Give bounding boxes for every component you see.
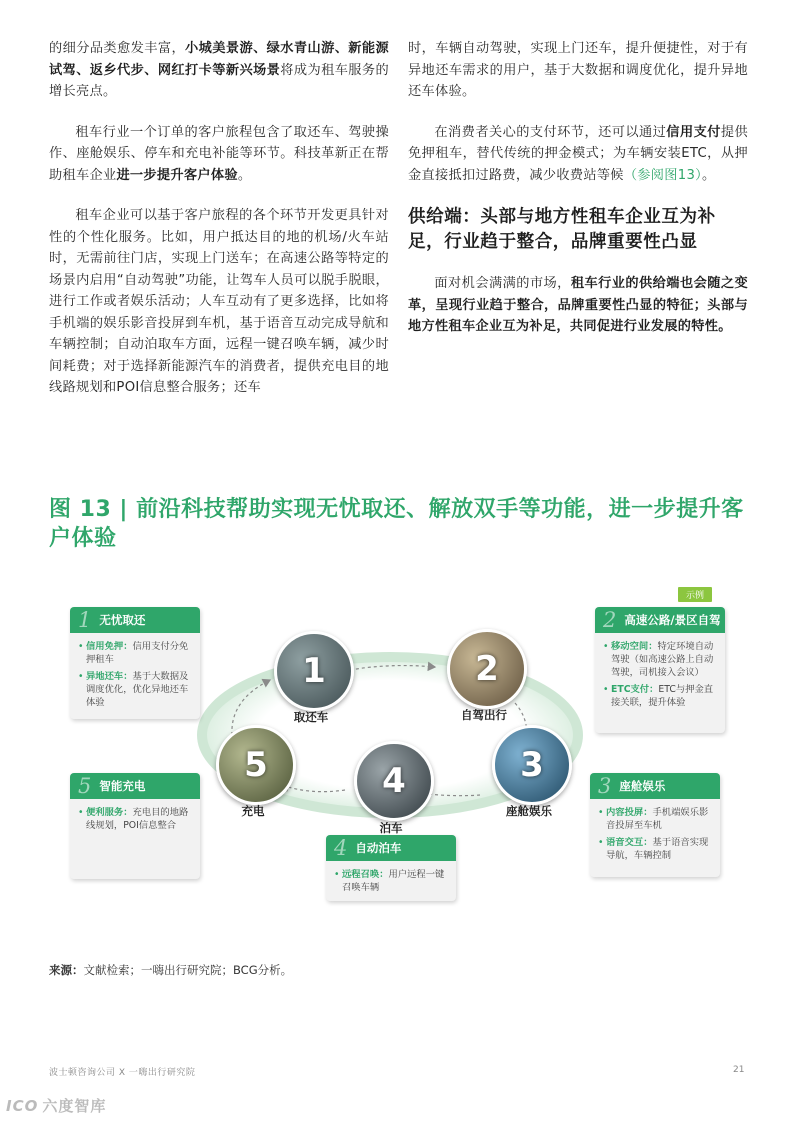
step-label-5: 充电 bbox=[241, 804, 265, 818]
step-label-2: 自驾出行 bbox=[461, 708, 507, 722]
item-key: ETC支付： bbox=[611, 684, 659, 695]
step-label-4: 泊车 bbox=[379, 821, 403, 835]
card-item bbox=[598, 836, 712, 862]
item-text: 充电目的地路线规划，POI信息整合 bbox=[86, 807, 189, 831]
item-key: 远程召唤： bbox=[342, 869, 389, 880]
right-paragraph-3 bbox=[408, 273, 748, 338]
step-number: 5 bbox=[244, 745, 268, 785]
left-column bbox=[49, 38, 389, 418]
card-title: 自动泊车 bbox=[355, 841, 402, 855]
card-item bbox=[598, 806, 712, 832]
right-paragraph-1: 时，车辆自动驾驶，实现上门还车，提升便捷性，对于有异地还车需求的用户，基于大数据和调度优化，提升异地还车体验。 bbox=[408, 41, 748, 99]
card-header bbox=[590, 773, 720, 799]
item-key: 语音交互： bbox=[606, 837, 653, 848]
right-paragraph-2 bbox=[408, 122, 748, 187]
section-heading: 供给端：头部与地方性租车企业互为补足，行业趋于整合，品牌重要性凸显 bbox=[408, 207, 716, 252]
card-body bbox=[590, 799, 720, 872]
watermark bbox=[6, 1095, 106, 1116]
card-header bbox=[595, 607, 725, 633]
step-number: 1 bbox=[302, 651, 326, 691]
step-circle-2 bbox=[447, 629, 527, 709]
card-item bbox=[603, 640, 717, 679]
sample-tag: 示例 bbox=[678, 587, 712, 602]
card-number: 5 bbox=[78, 774, 92, 798]
card-body bbox=[595, 633, 725, 719]
card-header bbox=[326, 835, 456, 861]
source-note bbox=[49, 962, 292, 978]
card-item bbox=[603, 683, 717, 709]
item-key: 异地还车： bbox=[86, 671, 133, 682]
text: 将成为租车服务的增长亮点。 bbox=[49, 62, 389, 99]
text: 。 bbox=[702, 167, 716, 183]
bold-text: 信用支付 bbox=[666, 124, 721, 140]
card-item bbox=[78, 640, 192, 666]
text: 面对机会满满的市场， bbox=[434, 276, 571, 291]
left-paragraph-2 bbox=[49, 122, 389, 187]
step-label-3: 座舱娱乐 bbox=[506, 804, 552, 818]
card-number: 2 bbox=[603, 608, 617, 632]
source-label: 来源： bbox=[49, 963, 84, 977]
card-number: 4 bbox=[334, 836, 348, 860]
watermark-text: 六度智库 bbox=[42, 1097, 107, 1115]
step-label-1: 取还车 bbox=[293, 710, 329, 724]
card-body bbox=[70, 799, 200, 842]
feature-card-4 bbox=[326, 835, 456, 901]
item-key: 信用免押： bbox=[86, 641, 133, 652]
card-header bbox=[70, 773, 200, 799]
card-title: 无忧取还 bbox=[99, 613, 146, 627]
card-item bbox=[78, 670, 192, 709]
source-text: 文献检索；一嗨出行研究院；BCG分析。 bbox=[83, 963, 293, 977]
card-title: 座舱娱乐 bbox=[619, 779, 666, 793]
step-number: 4 bbox=[382, 761, 406, 801]
card-title: 智能充电 bbox=[99, 779, 146, 793]
page-number: 21 bbox=[733, 1065, 745, 1075]
text: 在消费者关心的支付环节，还可以通过 bbox=[434, 124, 667, 140]
step-circle-3 bbox=[492, 725, 572, 805]
item-key: 内容投屏： bbox=[606, 807, 653, 818]
card-title: 高速公路/景区自驾 bbox=[624, 613, 721, 627]
figure-title: 图 13 | 前沿科技帮助实现无忧取还、解放双手等功能，进一步提升客户体验 bbox=[49, 497, 744, 551]
item-text: 特定环境自动驾驶（如高速公路上自动驾驶，司机接入会议） bbox=[611, 641, 714, 678]
left-paragraph-1 bbox=[49, 38, 389, 103]
card-item bbox=[334, 868, 448, 894]
text: 的细分品类愈发丰富， bbox=[49, 41, 186, 56]
step-circle-1 bbox=[274, 631, 354, 711]
bold-text: 小城美景游、绿水青山游、新能源试驾、返乡代步、网红打卡等新兴场景 bbox=[49, 41, 389, 78]
item-text: 用户远程一键召唤车辆 bbox=[342, 869, 445, 893]
item-text: 手机端娱乐影音投屏至车机 bbox=[606, 807, 709, 831]
right-column bbox=[408, 38, 748, 357]
left-paragraph-3: 租车企业可以基于客户旅程的各个环节开发更具针对性的个性化服务。比如，用户抵达目的地的机场/火车站时，无需前往门店，实现上门送车；在高速公路等特定的场景内启用“自动驾驶”功能，让驾车人员可以脱手脱眼，进行工作或者娱乐活动；人车互动有了更多选择，比如将手机端的娱乐影音投屏到车机，基于语音互动完成导航和车辆控制；自动泊取车方面，远程一键召唤车辆，减少时间耗费；对于选择新能源汽车的消费者，提供充电目的地线路规划和POI信息整合服务；还车 bbox=[49, 208, 389, 395]
figure-diagram bbox=[60, 585, 740, 915]
card-body bbox=[70, 633, 200, 719]
card-body bbox=[326, 861, 456, 901]
item-text: 基于语音实现导航，车辆控制 bbox=[606, 837, 709, 861]
item-text: ETC与押金直接关联，提升体验 bbox=[611, 684, 714, 708]
item-key: 便利服务： bbox=[86, 807, 133, 818]
text: 租车行业一个订单的客户旅程包含了取还车、驾驶操作、座舱娱乐、停车和充电补能等环节。科技革新正在帮助租车企业 bbox=[49, 124, 389, 183]
step-circle-5 bbox=[216, 725, 296, 805]
step-number: 2 bbox=[475, 649, 499, 689]
feature-card-2 bbox=[595, 607, 725, 733]
step-number: 3 bbox=[520, 745, 544, 785]
card-item bbox=[78, 806, 192, 832]
footer-publisher: 波士顿咨询公司 X 一嗨出行研究院 bbox=[49, 1068, 196, 1078]
item-text: 基于大数据及调度优化，优化异地还车体验 bbox=[86, 671, 189, 708]
item-key: 移动空间： bbox=[611, 641, 658, 652]
text: 。 bbox=[237, 167, 252, 183]
watermark-logo: ICO bbox=[6, 1097, 39, 1115]
step-circle-4 bbox=[354, 741, 434, 821]
feature-card-1 bbox=[70, 607, 200, 719]
feature-card-3 bbox=[590, 773, 720, 877]
figure-reference-link[interactable]: （参阅图13） bbox=[623, 167, 703, 183]
card-number: 1 bbox=[78, 608, 92, 632]
text: 提供免押租车，替代传统的押金模式；为车辆安装ETC，从押金直接抵扣过路费，减少收费站等候 bbox=[408, 124, 749, 183]
card-number: 3 bbox=[598, 774, 612, 798]
bold-text: 进一步提升客户体验 bbox=[116, 167, 238, 183]
feature-card-5 bbox=[70, 773, 200, 879]
bold-text: 租车行业的供给端也会随之变革，呈现行业趋于整合，品牌重要性凸显的特征；头部与地方性租车企业互为补足，共同促进行业发展的特性。 bbox=[408, 276, 748, 334]
item-text: 信用支付分免押租车 bbox=[86, 641, 189, 665]
card-header bbox=[70, 607, 200, 633]
